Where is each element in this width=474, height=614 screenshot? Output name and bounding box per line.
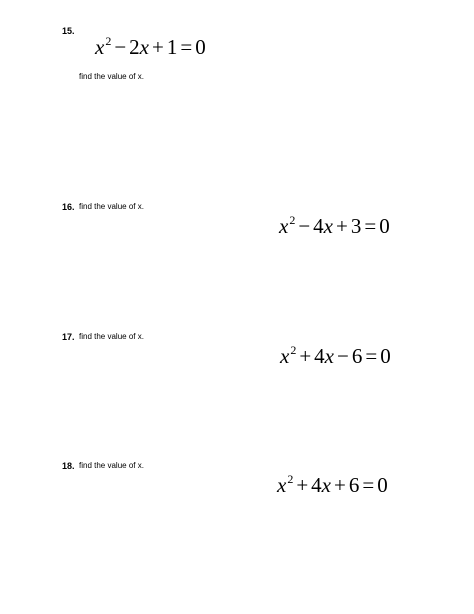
equation-variable: x bbox=[279, 214, 289, 238]
equation-equals: = bbox=[365, 344, 378, 368]
instruction-17: find the value of x. bbox=[79, 332, 144, 341]
problem-number-16: 16. bbox=[62, 202, 75, 212]
equation-constant: 3 bbox=[350, 214, 362, 238]
equation-variable: x bbox=[321, 473, 331, 497]
equation-coefficient: 4 bbox=[314, 344, 325, 368]
problem-number-17: 17. bbox=[62, 332, 75, 342]
equation-rhs: 0 bbox=[380, 344, 391, 368]
equation-16 bbox=[279, 214, 390, 238]
equation-equals: = bbox=[362, 473, 375, 497]
equation-operator: − bbox=[114, 35, 127, 59]
equation-coefficient: 4 bbox=[311, 473, 322, 497]
equation-17 bbox=[280, 344, 391, 368]
equation-operator: + bbox=[334, 473, 346, 497]
equation-constant: 6 bbox=[351, 344, 363, 368]
equation-operator: + bbox=[152, 35, 164, 59]
equation-coefficient: 4 bbox=[313, 214, 324, 238]
equation-variable: x bbox=[95, 35, 105, 59]
equation-rhs: 0 bbox=[379, 214, 390, 238]
equation-variable: x bbox=[323, 214, 333, 238]
equation-exponent: 2 bbox=[289, 213, 296, 227]
equation-15 bbox=[95, 35, 206, 59]
equation-equals: = bbox=[364, 214, 377, 238]
instruction-15: find the value of x. bbox=[79, 72, 144, 81]
equation-constant: 1 bbox=[166, 35, 178, 59]
equation-coefficient: 2 bbox=[129, 35, 140, 59]
problem-number-15: 15. bbox=[62, 26, 75, 36]
equation-operator: + bbox=[299, 344, 312, 368]
equation-variable: x bbox=[139, 35, 149, 59]
equation-exponent: 2 bbox=[287, 472, 294, 486]
equation-constant: 6 bbox=[348, 473, 360, 497]
equation-rhs: 0 bbox=[195, 35, 206, 59]
equation-rhs: 0 bbox=[377, 473, 388, 497]
equation-18 bbox=[277, 473, 388, 497]
problem-number-18: 18. bbox=[62, 461, 75, 471]
equation-variable: x bbox=[280, 344, 290, 368]
equation-equals: = bbox=[180, 35, 193, 59]
equation-operator: + bbox=[336, 214, 348, 238]
equation-operator: − bbox=[298, 214, 311, 238]
equation-exponent: 2 bbox=[105, 34, 112, 48]
instruction-16: find the value of x. bbox=[79, 202, 144, 211]
equation-exponent: 2 bbox=[290, 343, 297, 357]
equation-variable: x bbox=[277, 473, 287, 497]
equation-operator: + bbox=[296, 473, 309, 497]
instruction-18: find the value of x. bbox=[79, 461, 144, 470]
equation-operator: − bbox=[337, 344, 349, 368]
equation-variable: x bbox=[324, 344, 334, 368]
